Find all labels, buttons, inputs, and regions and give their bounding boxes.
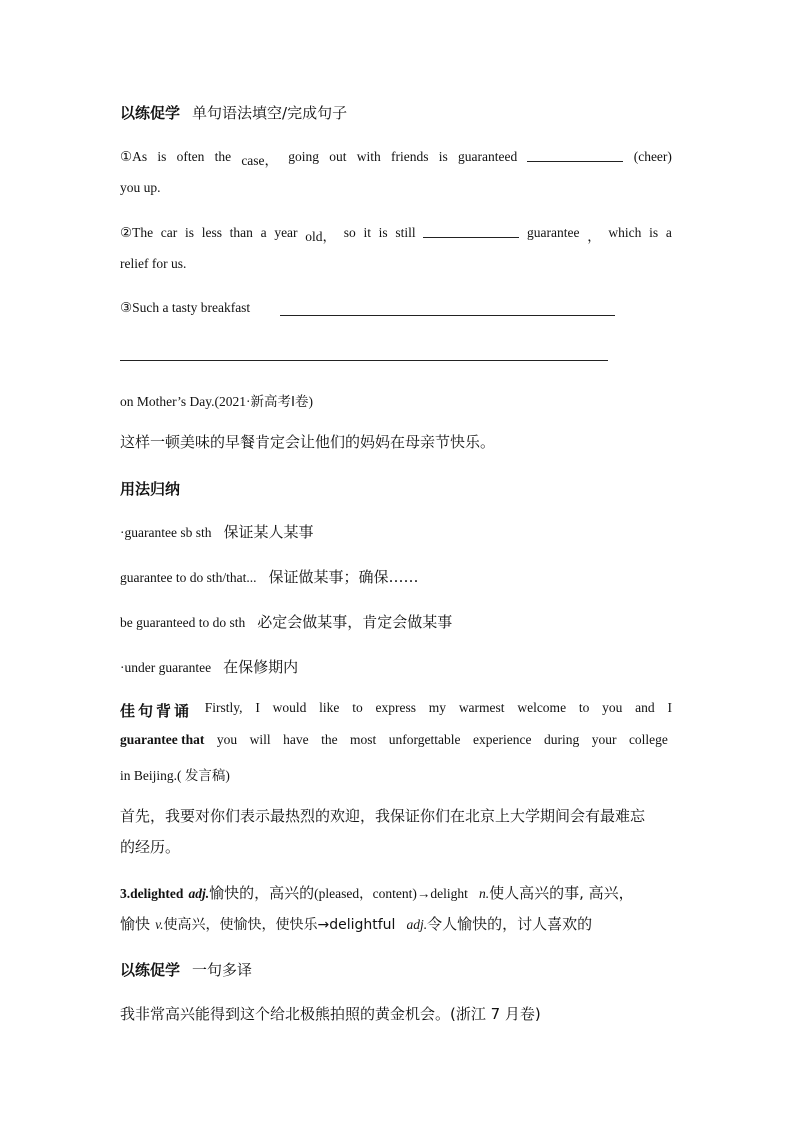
word: to: [578, 700, 590, 715]
q3-prompt: ③Such a tasty breakfast: [120, 300, 251, 315]
usage-en: be guaranteed to do sth: [120, 615, 246, 630]
sentence-translation-2: 的经历。: [120, 838, 181, 856]
word: friends: [391, 149, 429, 164]
word: it: [363, 225, 371, 240]
word: your: [591, 732, 617, 747]
vocab-pos: n.: [478, 886, 490, 901]
q3-answer-line-1[interactable]: [280, 315, 615, 316]
vocab-pos: v.: [155, 917, 164, 932]
vocab-meaning: 使高兴，使愉快，使快乐→delightful: [163, 917, 396, 933]
word: car: [160, 225, 178, 240]
word: ，: [587, 229, 601, 244]
word: is: [438, 149, 448, 164]
q3-translation: 这样一顿美味的早餐肯定会让他们的妈妈在母亲节快乐。: [120, 433, 496, 451]
word: to: [352, 700, 363, 715]
practice-label: 以练促学: [120, 104, 181, 122]
usage-item: [120, 611, 452, 632]
usage-title: 用法归纳: [120, 480, 181, 498]
usage-en: ·under guarantee: [120, 660, 212, 675]
q1-line1: [120, 149, 672, 169]
q3-line1: [120, 300, 250, 316]
usage-zh: 在保修期内: [223, 658, 299, 676]
word: experience: [473, 732, 532, 747]
sentence-label: 佳句背诵: [120, 702, 193, 720]
usage-zh: 保证某人某事: [223, 523, 314, 541]
usage-item: [120, 521, 313, 542]
word: often: [176, 149, 205, 164]
q2-answer-blank[interactable]: [423, 225, 519, 238]
sentence-bold-phrase: guarantee that: [120, 732, 205, 747]
word: express: [375, 700, 416, 715]
practice-heading: [120, 102, 347, 123]
usage-en: ·guarantee sb sth: [120, 525, 212, 540]
practice-title: 单句语法填空/完成句子: [192, 104, 348, 122]
word: out: [329, 149, 347, 164]
word: is: [184, 225, 194, 240]
usage-zh: 必定会做某事，肯定会做某事: [257, 613, 453, 631]
word: Firstly,: [204, 700, 243, 715]
sentence-line3: in Beijing.( 发言稿): [120, 768, 230, 783]
word: so: [343, 225, 356, 240]
q1-line2: you up.: [120, 180, 161, 195]
vocab-line1: [120, 882, 634, 903]
word: a: [665, 225, 672, 240]
word: a: [260, 225, 267, 240]
q2-line2: relief for us.: [120, 256, 187, 271]
word: year: [274, 225, 298, 240]
q1-answer-blank[interactable]: [527, 149, 623, 162]
word: unforgettable: [388, 732, 461, 747]
practice-heading-2: [120, 959, 252, 980]
usage-item: [120, 566, 418, 587]
word: have: [283, 732, 309, 747]
word: with: [356, 149, 381, 164]
vocab-line2: [120, 913, 592, 934]
word: old，: [305, 229, 337, 244]
vocab-meaning: 使人高兴的事, 高兴，: [489, 884, 634, 902]
sentence-translation-1: 首先，我要对你们表示最热烈的欢迎，我保证你们在北京上大学期间会有最难忘: [120, 807, 646, 825]
word: welcome: [517, 700, 567, 715]
word: guarantee: [527, 225, 580, 240]
word: is: [378, 225, 388, 240]
word: guaranteed: [458, 149, 518, 164]
sentence-line1: [120, 700, 672, 721]
vocab-meaning: 令人愉快的，讨人喜欢的: [427, 915, 593, 933]
word: case，: [241, 153, 279, 168]
word: ①As: [120, 149, 148, 164]
word: I: [667, 700, 672, 715]
word: most: [350, 732, 377, 747]
word: college: [628, 732, 668, 747]
vocab-pos: adj.: [406, 917, 428, 932]
word: like: [319, 700, 340, 715]
word: you: [602, 700, 623, 715]
word: which: [608, 225, 642, 240]
vocab-meaning: 愉快的，高兴的: [209, 884, 315, 902]
vocab-synonyms: (pleased，content)→delight: [314, 886, 468, 901]
vocab-meaning: 愉快: [120, 915, 151, 933]
word: will: [249, 732, 271, 747]
word: I: [255, 700, 260, 715]
q3-answer-line-2[interactable]: [120, 360, 608, 361]
practice-label: 以练促学: [120, 961, 181, 979]
word: is: [649, 225, 659, 240]
usage-item: [120, 656, 298, 677]
word: and: [635, 700, 655, 715]
word: you: [216, 732, 238, 747]
word: ②The: [120, 225, 154, 240]
vocab-pos: adj.: [188, 886, 210, 901]
word: during: [543, 732, 580, 747]
word: my: [428, 700, 447, 715]
word: less: [201, 225, 222, 240]
sentence-line2: [120, 732, 668, 748]
vocab-word: delighted: [130, 886, 184, 901]
practice2-question: 我非常高兴能得到这个给北极熊拍照的黄金机会。(浙江 7 月卷): [120, 1005, 541, 1023]
practice-title: 一句多译: [192, 961, 253, 979]
word: warmest: [458, 700, 505, 715]
usage-en: guarantee to do sth/that...: [120, 570, 257, 585]
vocab-number: 3.: [120, 886, 131, 901]
q1-hint: (cheer): [633, 149, 672, 164]
word: than: [229, 225, 253, 240]
word: would: [272, 700, 307, 715]
q3-line3: on Mother’s Day.(2021·新高考Ⅰ卷): [120, 394, 313, 409]
word: still: [395, 225, 416, 240]
word: going: [288, 149, 320, 164]
word: is: [157, 149, 167, 164]
word: the: [321, 732, 338, 747]
word: the: [214, 149, 232, 164]
q2-line1: [120, 225, 672, 245]
usage-zh: 保证做某事；确保……: [268, 568, 419, 586]
